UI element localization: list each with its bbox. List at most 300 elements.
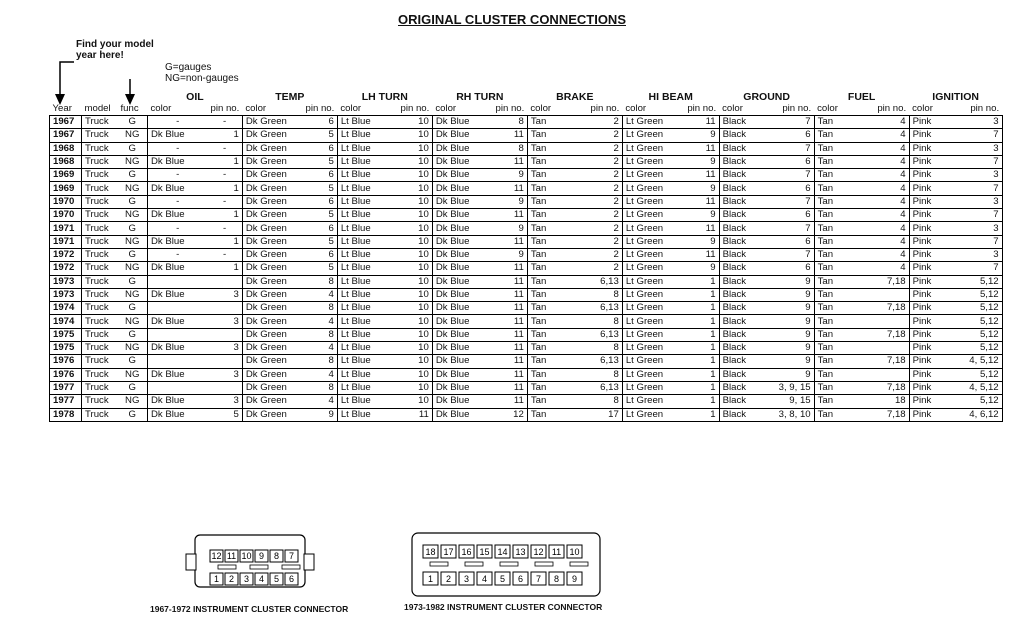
- table-cell: Lt Green: [622, 275, 684, 288]
- table-cell: 10: [395, 342, 432, 355]
- table-cell: 4: [869, 155, 909, 168]
- connector-pin-number: 5: [273, 574, 280, 584]
- connector-key-slot: [500, 562, 518, 566]
- table-cell: Tan: [527, 182, 582, 195]
- table-cell: 10: [395, 355, 432, 368]
- table-row: [50, 169, 1003, 182]
- table-cell: 5,12: [951, 368, 1002, 381]
- table-cell: 1972: [50, 248, 82, 261]
- table-cell: Tan: [814, 328, 869, 341]
- table-cell: 10: [395, 288, 432, 301]
- table-cell: Pink: [909, 275, 951, 288]
- table-cell: Truck: [82, 235, 118, 248]
- table-cell: 7: [951, 209, 1002, 222]
- table-cell: Lt Blue: [337, 129, 395, 142]
- table-cell: Tan: [814, 288, 869, 301]
- table-cell: Dk Blue: [432, 222, 490, 235]
- table-cell: 7: [771, 195, 814, 208]
- table-cell: Lt Green: [622, 235, 684, 248]
- table-cell: Tan: [527, 355, 582, 368]
- table-cell: 4: [302, 288, 337, 301]
- table-cell: -: [208, 116, 243, 129]
- table-cell: -: [148, 169, 208, 182]
- table-cell: Dk Green: [242, 395, 302, 408]
- table-cell: Dk Green: [242, 368, 302, 381]
- table-cell: Truck: [82, 262, 118, 275]
- table-cell: 6: [302, 142, 337, 155]
- table-cell: 8: [490, 142, 527, 155]
- table-cell: 8: [490, 116, 527, 129]
- table-cell: 6,13: [582, 328, 622, 341]
- table-cell: 2: [582, 235, 622, 248]
- table-cell: 6,13: [582, 355, 622, 368]
- table-row: [50, 182, 1003, 195]
- table-cell: -: [148, 142, 208, 155]
- table-cell: Black: [719, 209, 771, 222]
- col-pin-no: pin no.: [877, 103, 907, 114]
- table-cell: Tan: [527, 368, 582, 381]
- group-brake: BRAKE: [556, 91, 594, 103]
- table-cell: Lt Blue: [337, 328, 395, 341]
- table-cell: Dk Blue: [148, 129, 208, 142]
- table-cell: 5,12: [951, 395, 1002, 408]
- table-cell: 11: [490, 381, 527, 394]
- table-cell: 6,13: [582, 302, 622, 315]
- table-cell: 1973: [50, 275, 82, 288]
- table-row: [50, 235, 1003, 248]
- find-year-note: [76, 39, 154, 61]
- table-cell: Truck: [82, 328, 118, 341]
- table-cell: 4: [302, 342, 337, 355]
- table-row: [50, 155, 1003, 168]
- table-cell: G: [118, 408, 148, 421]
- table-cell: 3: [208, 288, 243, 301]
- table-cell: 7,18: [869, 302, 909, 315]
- col-pin-no: pin no.: [305, 103, 335, 114]
- table-cell: 9: [490, 169, 527, 182]
- connector-pin-number: 12: [533, 547, 544, 557]
- table-cell: 1: [684, 288, 719, 301]
- table-cell: 7: [771, 142, 814, 155]
- table-cell: 9: [684, 182, 719, 195]
- table-cell: Dk Blue: [148, 315, 208, 328]
- table-cell: 9: [684, 129, 719, 142]
- table-cell: NG: [118, 288, 148, 301]
- table-row: [50, 328, 1003, 341]
- table-cell: 3: [951, 169, 1002, 182]
- table-cell: Dk Green: [242, 315, 302, 328]
- col-pin-no: pin no.: [590, 103, 620, 114]
- table-cell: 9: [490, 248, 527, 261]
- table-cell: Dk Green: [242, 222, 302, 235]
- connector-pin-number: 15: [479, 547, 490, 557]
- table-cell: Black: [719, 302, 771, 315]
- col-color: color: [625, 103, 647, 114]
- table-cell: 5: [302, 235, 337, 248]
- table-cell: Tan: [814, 155, 869, 168]
- table-cell: 8: [302, 275, 337, 288]
- table-cell: 1977: [50, 395, 82, 408]
- table-cell: 7,18: [869, 408, 909, 421]
- table-cell: Truck: [82, 381, 118, 394]
- table-cell: 8: [302, 381, 337, 394]
- table-cell: 4: [869, 262, 909, 275]
- table-cell: 10: [395, 155, 432, 168]
- table-cell: 10: [395, 129, 432, 142]
- table-cell: Black: [719, 288, 771, 301]
- table-cell: Black: [719, 342, 771, 355]
- col-color: color: [340, 103, 362, 114]
- table-cell: Truck: [82, 142, 118, 155]
- col-color: color: [912, 103, 933, 114]
- table-cell: Dk Green: [242, 155, 302, 168]
- table-cell: 4: [869, 116, 909, 129]
- table-cell: Dk Green: [242, 275, 302, 288]
- table-cell: 7: [951, 235, 1002, 248]
- table-cell: 11: [490, 235, 527, 248]
- table-cell: Pink: [909, 288, 951, 301]
- table-cell: 4, 5,12: [951, 381, 1002, 394]
- table-cell: Lt Blue: [337, 368, 395, 381]
- table-cell: 1968: [50, 142, 82, 155]
- table-cell: Tan: [814, 368, 869, 381]
- table-cell: Truck: [82, 195, 118, 208]
- cluster-connections-table: [49, 91, 1003, 422]
- table-cell: 11: [490, 155, 527, 168]
- table-cell: 2: [582, 129, 622, 142]
- small-connector-diagram: [180, 530, 330, 598]
- table-cell: Lt Blue: [337, 169, 395, 182]
- table-cell: 11: [684, 222, 719, 235]
- table-cell: Dk Blue: [432, 235, 490, 248]
- table-cell: Dk Green: [242, 288, 302, 301]
- table-cell: 4, 6,12: [951, 408, 1002, 421]
- table-cell: 10: [395, 142, 432, 155]
- table-row: [50, 209, 1003, 222]
- table-cell: Lt Green: [622, 222, 684, 235]
- table-cell: 11: [490, 368, 527, 381]
- table-cell: NG: [118, 155, 148, 168]
- connector-pin-number: 13: [515, 547, 526, 557]
- table-cell: 8: [302, 302, 337, 315]
- table-cell: G: [118, 169, 148, 182]
- table-cell: 9: [771, 328, 814, 341]
- table-row: [50, 195, 1003, 208]
- table-cell: 10: [395, 328, 432, 341]
- table-cell: 8: [582, 342, 622, 355]
- table-cell: 6: [771, 155, 814, 168]
- table-cell: 8: [302, 328, 337, 341]
- table-cell: Tan: [814, 262, 869, 275]
- table-cell: -: [148, 195, 208, 208]
- table-cell: 1971: [50, 235, 82, 248]
- table-cell: 1: [684, 395, 719, 408]
- find-year-line-2: year here!: [76, 50, 124, 61]
- table-cell: 1: [684, 275, 719, 288]
- table-cell: 1976: [50, 368, 82, 381]
- col-color: color: [530, 103, 552, 114]
- table-cell: G: [118, 355, 148, 368]
- table-cell: Truck: [82, 275, 118, 288]
- table-cell: Lt Green: [622, 129, 684, 142]
- table-cell: Lt Green: [622, 381, 684, 394]
- table-cell: Black: [719, 182, 771, 195]
- table-cell: NG: [118, 235, 148, 248]
- table-cell: Truck: [82, 342, 118, 355]
- table-cell: 5: [302, 155, 337, 168]
- table-cell: 10: [395, 235, 432, 248]
- table-cell: Truck: [82, 129, 118, 142]
- table-cell: Dk Green: [242, 248, 302, 261]
- legend-non-gauges: NG=non-gauges: [165, 73, 239, 84]
- table-cell: Lt Green: [622, 302, 684, 315]
- table-cell: 2: [582, 195, 622, 208]
- connector-pin-number: 11: [226, 551, 237, 561]
- table-cell: 11: [490, 328, 527, 341]
- table-cell: 1: [684, 368, 719, 381]
- table-cell: [869, 368, 909, 381]
- table-cell: 9: [771, 315, 814, 328]
- table-cell: 3: [208, 342, 243, 355]
- table-cell: 1970: [50, 195, 82, 208]
- table-cell: 11: [490, 129, 527, 142]
- table-cell: Truck: [82, 288, 118, 301]
- table-cell: 11: [490, 342, 527, 355]
- table-cell: G: [118, 195, 148, 208]
- table-cell: 6: [302, 195, 337, 208]
- table-cell: NG: [118, 395, 148, 408]
- table-cell: 7: [771, 248, 814, 261]
- col-color: color: [150, 103, 172, 114]
- table-cell: Tan: [527, 142, 582, 155]
- table-cell: 1: [208, 262, 243, 275]
- table-cell: Lt Blue: [337, 222, 395, 235]
- table-cell: 7,18: [869, 381, 909, 394]
- large-connector-label: 1973-1982 INSTRUMENT CLUSTER CONNECTOR: [404, 602, 603, 612]
- table-cell: 6: [302, 116, 337, 129]
- table-cell: 10: [395, 302, 432, 315]
- table-cell: Tan: [814, 315, 869, 328]
- table-cell: 10: [395, 275, 432, 288]
- table-cell: Dk Blue: [432, 182, 490, 195]
- table-cell: 11: [490, 262, 527, 275]
- table-cell: Lt Blue: [337, 355, 395, 368]
- table-cell: [208, 328, 243, 341]
- table-cell: Black: [719, 355, 771, 368]
- connector-pin-number: 7: [288, 551, 295, 561]
- table-row: [50, 315, 1003, 328]
- table-cell: Black: [719, 195, 771, 208]
- table-cell: [208, 381, 243, 394]
- table-cell: 1: [208, 209, 243, 222]
- table-cell: Lt Blue: [337, 235, 395, 248]
- table-cell: Tan: [814, 275, 869, 288]
- table-cell: Truck: [82, 155, 118, 168]
- table-cell: 11: [490, 395, 527, 408]
- table-cell: [148, 355, 208, 368]
- table-cell: Dk Green: [242, 169, 302, 182]
- group-temp: TEMP: [275, 91, 305, 103]
- table-cell: 6: [771, 262, 814, 275]
- table-cell: Black: [719, 262, 771, 275]
- table-cell: 10: [395, 222, 432, 235]
- table-cell: Tan: [527, 116, 582, 129]
- connector-key-slot: [218, 565, 236, 569]
- table-cell: Tan: [527, 288, 582, 301]
- table-cell: 5,12: [951, 302, 1002, 315]
- table-row: [50, 288, 1003, 301]
- table-cell: 6: [771, 235, 814, 248]
- table-cell: Dk Blue: [432, 209, 490, 222]
- table-cell: NG: [118, 368, 148, 381]
- table-cell: [869, 342, 909, 355]
- table-row: [50, 408, 1003, 421]
- table-cell: 3: [951, 142, 1002, 155]
- table-cell: -: [208, 195, 243, 208]
- table-cell: Tan: [527, 155, 582, 168]
- connector-pin-number: 8: [553, 574, 560, 584]
- table-cell: 11: [490, 182, 527, 195]
- table-cell: 3: [208, 395, 243, 408]
- table-cell: Tan: [527, 315, 582, 328]
- table-cell: -: [148, 116, 208, 129]
- table-cell: Lt Blue: [337, 248, 395, 261]
- table-cell: Tan: [814, 342, 869, 355]
- group-fuel: FUEL: [847, 91, 876, 103]
- col-pin-no: pin no.: [687, 103, 717, 114]
- table-cell: 4: [869, 248, 909, 261]
- table-cell: 11: [490, 209, 527, 222]
- table-cell: [208, 302, 243, 315]
- table-cell: 3: [951, 116, 1002, 129]
- table-cell: 4: [869, 182, 909, 195]
- table-cell: 10: [395, 209, 432, 222]
- col-model: model: [84, 103, 111, 114]
- table-cell: 8: [582, 395, 622, 408]
- table-cell: [869, 288, 909, 301]
- table-cell: Black: [719, 169, 771, 182]
- table-cell: 9: [771, 342, 814, 355]
- table-cell: Black: [719, 129, 771, 142]
- table-cell: 3: [951, 222, 1002, 235]
- table-cell: NG: [118, 342, 148, 355]
- table-cell: 1967: [50, 129, 82, 142]
- table-cell: Tan: [814, 408, 869, 421]
- table-cell: Tan: [814, 381, 869, 394]
- table-cell: 17: [582, 408, 622, 421]
- table-cell: Truck: [82, 315, 118, 328]
- table-cell: G: [118, 275, 148, 288]
- table-row: [50, 355, 1003, 368]
- table-cell: 5: [302, 129, 337, 142]
- table-cell: Pink: [909, 169, 951, 182]
- table-cell: 7: [951, 155, 1002, 168]
- table-cell: 8: [302, 355, 337, 368]
- table-cell: Lt Green: [622, 368, 684, 381]
- table-cell: 8: [582, 288, 622, 301]
- table-cell: 10: [395, 248, 432, 261]
- table-cell: 1968: [50, 155, 82, 168]
- func-legend: [165, 62, 239, 84]
- table-cell: 1971: [50, 222, 82, 235]
- table-cell: Pink: [909, 315, 951, 328]
- connector-key-slot: [430, 562, 448, 566]
- table-cell: Dk Blue: [432, 275, 490, 288]
- connector-pin-number: 11: [551, 547, 562, 557]
- table-cell: Dk Blue: [432, 116, 490, 129]
- table-cell: 2: [582, 262, 622, 275]
- table-cell: Black: [719, 155, 771, 168]
- table-cell: Black: [719, 381, 771, 394]
- table-cell: 1967: [50, 116, 82, 129]
- table-cell: 2: [582, 248, 622, 261]
- table-cell: Dk Green: [242, 342, 302, 355]
- table-cell: 5: [302, 209, 337, 222]
- table-cell: Tan: [527, 222, 582, 235]
- table-cell: Black: [719, 142, 771, 155]
- table-cell: NG: [118, 262, 148, 275]
- table-cell: 5,12: [951, 275, 1002, 288]
- col-func: func: [120, 103, 139, 114]
- table-cell: 2: [582, 116, 622, 129]
- table-cell: Dk Blue: [432, 328, 490, 341]
- table-cell: 10: [395, 116, 432, 129]
- page-title: ORIGINAL CLUSTER CONNECTIONS: [398, 12, 626, 27]
- table-cell: Tan: [527, 209, 582, 222]
- table-cell: 8: [582, 368, 622, 381]
- connector-pin-number: 5: [499, 574, 506, 584]
- table-cell: 1: [208, 182, 243, 195]
- table-cell: Lt Green: [622, 288, 684, 301]
- table-cell: Dk Blue: [432, 142, 490, 155]
- table-cell: Lt Green: [622, 195, 684, 208]
- table-cell: 2: [582, 209, 622, 222]
- table-cell: Tan: [527, 235, 582, 248]
- connector-pin-number: 2: [228, 574, 235, 584]
- table-cell: Tan: [814, 142, 869, 155]
- table-cell: Pink: [909, 328, 951, 341]
- connector-pin-number: 6: [288, 574, 295, 584]
- table-cell: Pink: [909, 142, 951, 155]
- table-cell: [208, 355, 243, 368]
- table-cell: Tan: [814, 395, 869, 408]
- table-cell: 1: [684, 355, 719, 368]
- table-cell: Dk Green: [242, 116, 302, 129]
- table-cell: Lt Green: [622, 328, 684, 341]
- table-cell: 8: [582, 315, 622, 328]
- table-cell: 11: [684, 169, 719, 182]
- group-lh-turn: LH TURN: [361, 91, 408, 103]
- table-cell: Dk Green: [242, 355, 302, 368]
- table-cell: Dk Blue: [432, 129, 490, 142]
- table-cell: 1974: [50, 302, 82, 315]
- table-cell: G: [118, 248, 148, 261]
- table-cell: Tan: [527, 408, 582, 421]
- connector-pin-number: 10: [569, 547, 580, 557]
- table-cell: Lt Green: [622, 116, 684, 129]
- table-cell: 2: [582, 169, 622, 182]
- table-cell: 7: [951, 129, 1002, 142]
- table-cell: 1969: [50, 182, 82, 195]
- table-cell: 1978: [50, 408, 82, 421]
- col-pin-no: pin no.: [400, 103, 430, 114]
- table-cell: 2: [582, 142, 622, 155]
- col-pin-no: pin no.: [782, 103, 812, 114]
- table-cell: Lt Blue: [337, 182, 395, 195]
- table-cell: Pink: [909, 248, 951, 261]
- table-cell: G: [118, 381, 148, 394]
- table-cell: Tan: [527, 395, 582, 408]
